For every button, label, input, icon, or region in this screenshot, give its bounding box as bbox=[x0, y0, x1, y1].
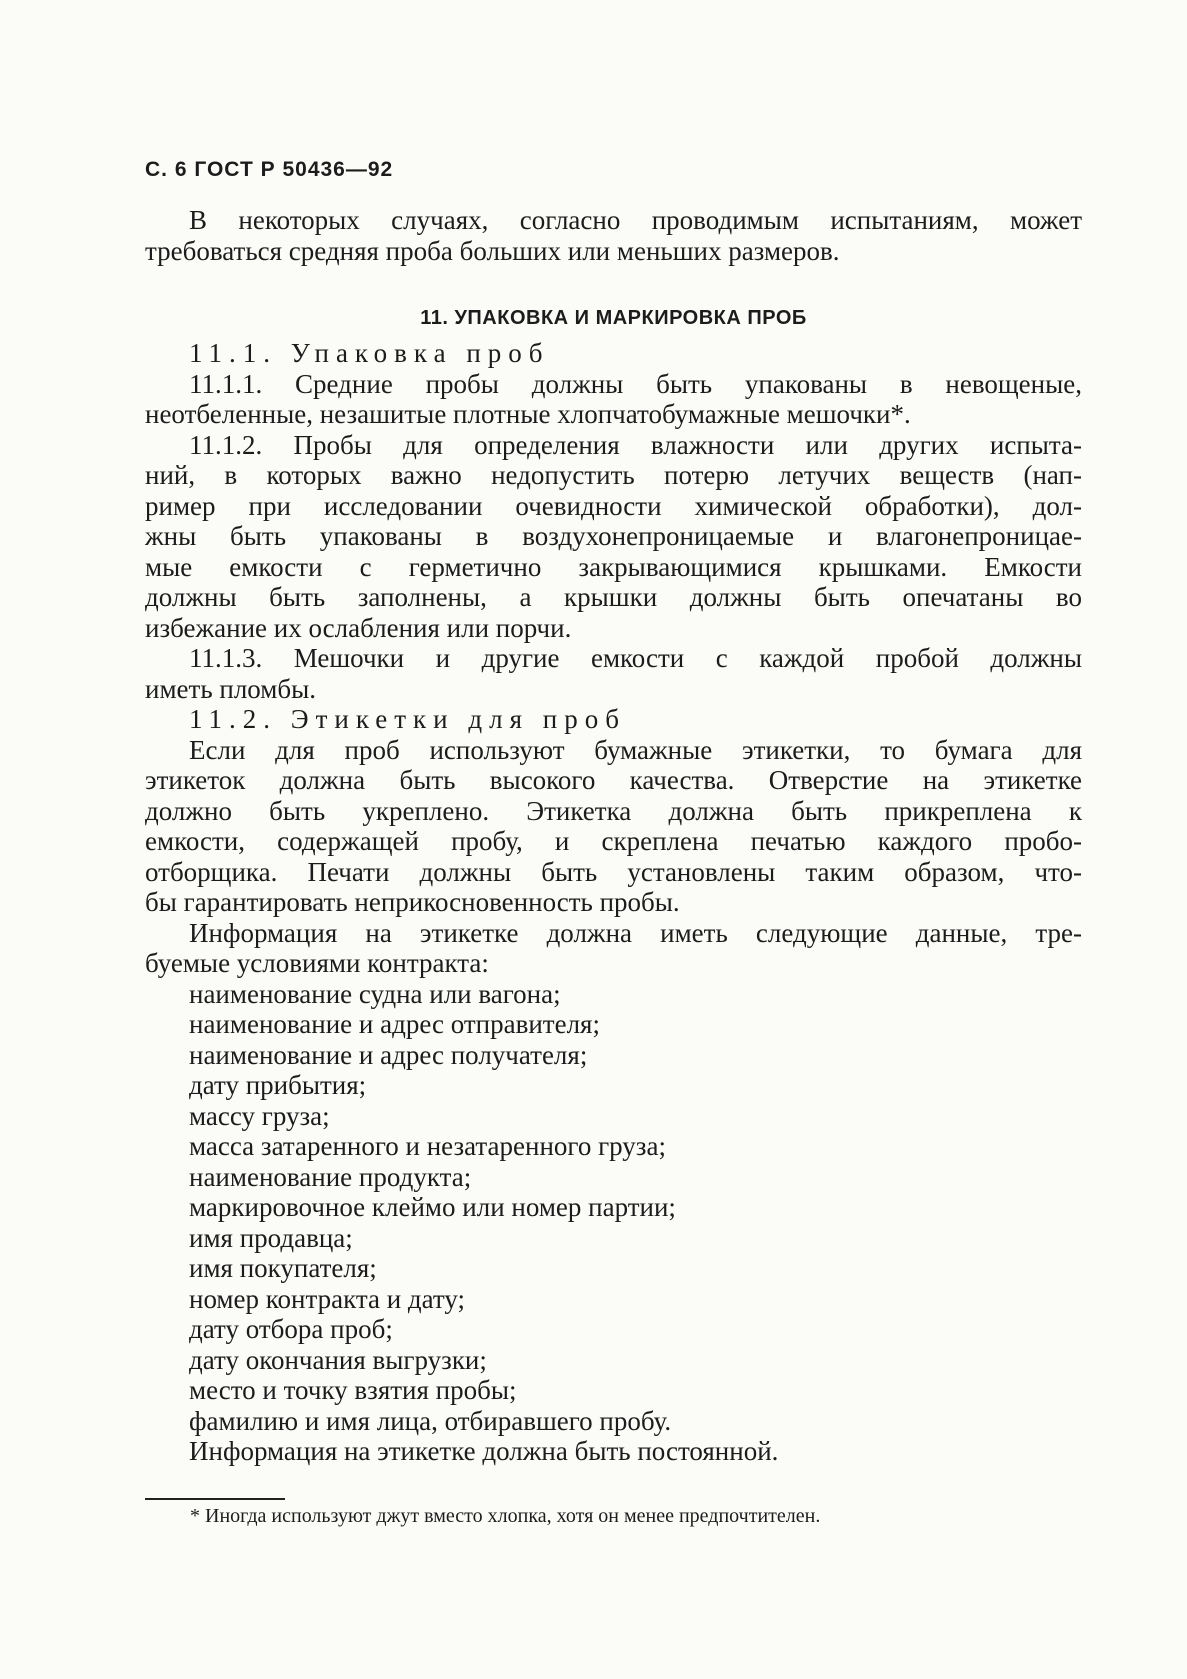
text-line: этикеток должна быть высокого качества. Отверстие на этикетке bbox=[145, 765, 1082, 795]
text-line: неотбеленные, незашитые плотные хлопчатобумажные мешочки*. bbox=[145, 399, 911, 429]
section-body bbox=[145, 338, 1082, 1467]
text-line: буемые условиями контракта: bbox=[145, 948, 489, 978]
text-line: избежание их ослабления или порчи. bbox=[145, 612, 572, 643]
text-line: ний, в которых важно недопустить потерю летучих веществ (нап- bbox=[145, 460, 1082, 490]
list-item: массу груза; bbox=[189, 1100, 330, 1131]
footnote: * Иногда используют джут вместо хлопка, хотя он менее предпочтителен. bbox=[190, 1505, 821, 1527]
list-item: наименование и адрес отправителя; bbox=[189, 1009, 600, 1039]
text-line: жны быть упакованы в воздухонепроницаемые и влагонепроницае- bbox=[145, 521, 1082, 551]
list-item: дату отбора проб; bbox=[189, 1314, 393, 1344]
subsection-heading: 11.2. Этикетки для проб bbox=[189, 704, 626, 734]
list-item: масса затаренного и незатаренного груза; bbox=[189, 1131, 666, 1161]
subsection-heading: 11.1. Упаковка проб bbox=[189, 338, 550, 368]
list-item: наименование судна или вагона; bbox=[189, 978, 561, 1009]
list-item: наименование и адрес получателя; bbox=[189, 1039, 588, 1070]
text-line: бы гарантировать неприкосновенность пробы. bbox=[145, 887, 680, 917]
text-line: 11.1.3. Мешочки и другие емкости с каждой пробой должны bbox=[189, 643, 1082, 673]
text-line: ример при исследовании очевидности химической обработки), дол- bbox=[145, 490, 1082, 521]
text-line: иметь пломбы. bbox=[145, 673, 317, 704]
intro-line: требоваться средняя проба больших или меньших размеров. bbox=[145, 235, 840, 266]
text-line: Информация на этикетке должна иметь следующие данные, тре- bbox=[189, 917, 1082, 948]
section-title: 11. УПАКОВКА И МАРКИРОВКА ПРОБ bbox=[420, 307, 807, 329]
intro-line: В некоторых случаях, согласно проводимым испытаниям, может bbox=[189, 205, 1082, 235]
list-item: дату прибытия; bbox=[189, 1070, 367, 1100]
list-item: номер контракта и дату; bbox=[189, 1283, 465, 1314]
list-item: маркировочное клеймо или номер партии; bbox=[189, 1192, 676, 1222]
footnote-divider bbox=[145, 1498, 285, 1500]
text-line: мые емкости с герметично закрывающимися крышками. Емкости bbox=[145, 551, 1082, 582]
list-item: имя покупателя; bbox=[189, 1253, 377, 1283]
list-item: место и точку взятия пробы; bbox=[189, 1375, 517, 1405]
text-line: 11.1.2. Пробы для определения влажности или других испыта- bbox=[189, 429, 1082, 460]
text-line: емкости, содержащей пробу, и скреплена печатью каждого пробо- bbox=[145, 826, 1082, 856]
list-item: фамилию и имя лица, отбиравшего пробу. bbox=[189, 1405, 672, 1436]
text-line: отборщика. Печати должны быть установлены таким образом, что- bbox=[145, 856, 1082, 887]
list-item: наименование продукта; bbox=[189, 1161, 472, 1192]
text-line: должно быть укреплено. Этикетка должна быть прикреплена к bbox=[145, 795, 1082, 826]
list-item: дату окончания выгрузки; bbox=[189, 1344, 487, 1375]
list-item: имя продавца; bbox=[189, 1222, 353, 1253]
text-line: Информация на этикетке должна быть постоянной. bbox=[189, 1436, 779, 1466]
intro-paragraph bbox=[145, 205, 1082, 266]
page-header: С. 6 ГОСТ Р 50436—92 bbox=[145, 158, 394, 181]
text-line: 11.1.1. Средние пробы должны быть упакованы в невощеные, bbox=[189, 368, 1082, 399]
text-line: должны быть заполнены, а крышки должны быть опечатаны во bbox=[145, 582, 1082, 612]
text-line: Если для проб используют бумажные этикетки, то бумага для bbox=[189, 734, 1082, 765]
